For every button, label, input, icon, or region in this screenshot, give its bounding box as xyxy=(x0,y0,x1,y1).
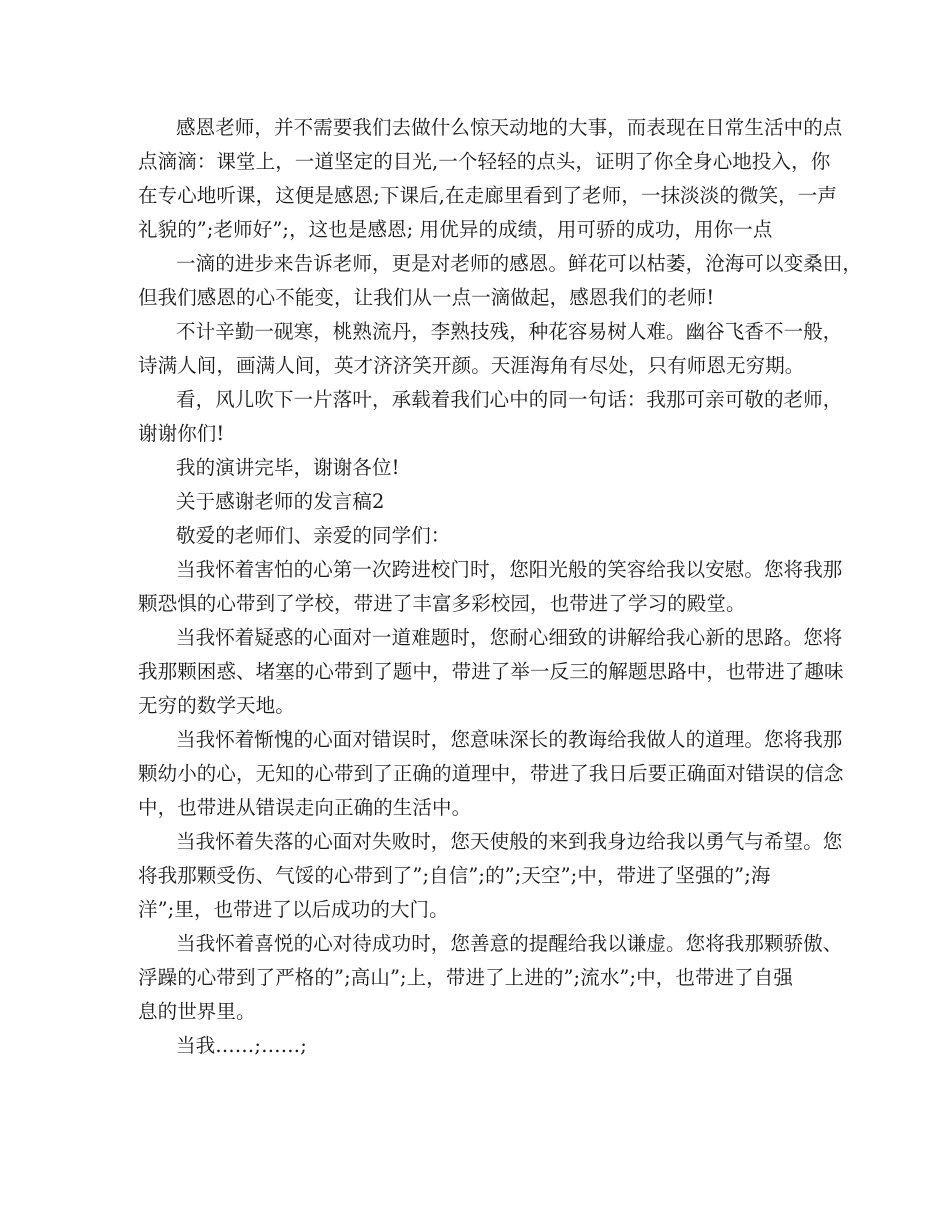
text-line: 当我怀着害怕的心第一次跨进校门时，您阳光般的笑容给我以安慰。您将我那 xyxy=(176,558,843,581)
text-line: 但我们感恩的心不能变，让我们从一点一滴做起，感恩我们的老师! xyxy=(138,286,715,309)
text-line: 不计辛勤一砚寒，桃熟流丹，李熟技残，种花容易树人难。幽谷飞香不一般， xyxy=(176,320,843,343)
text-line: 浮躁的心带到了严格的”;高山”;上，带进了上进的”;流水”;中，也带进了自强 xyxy=(138,966,793,989)
text-line: 当我怀着失落的心面对失败时，您天使般的来到我身边给我以勇气与希望。您 xyxy=(176,830,843,853)
text-line: 看，风儿吹下一片落叶，承载着我们心中的同一句话：我那可亲可敬的老师， xyxy=(176,388,843,411)
text-line: 当我……;……; xyxy=(176,1034,307,1057)
document-body xyxy=(138,111,863,1063)
text-line: 关于感谢老师的发言稿2 xyxy=(176,490,385,513)
text-line: 点滴滴：课堂上，一道坚定的目光,一个轻轻的点头，证明了你全身心地投入，你 xyxy=(138,150,831,173)
text-line: 谢谢你们! xyxy=(138,422,225,445)
text-line: 我的演讲完毕，谢谢各位! xyxy=(176,456,400,479)
text-line: 礼貌的”;老师好”;，这也是感恩; 用优异的成绩，用可骄的成功，用你一点 xyxy=(138,218,773,241)
text-line: 我那颗困惑、堵塞的心带到了题中，带进了举一反三的解题思路中，也带进了趣味 xyxy=(138,660,844,683)
text-line: 一滴的进步来告诉老师，更是对老师的感恩。鲜花可以枯萎，沧海可以变桑田， xyxy=(176,252,863,275)
text-line: 当我怀着疑惑的心面对一道难题时，您耐心细致的讲解给我心新的思路。您将 xyxy=(176,626,843,649)
text-line: 中，也带进从错误走向正确的生活中。 xyxy=(138,796,472,819)
text-line: 当我怀着惭愧的心面对错误时，您意味深长的教诲给我做人的道理。您将我那 xyxy=(176,728,843,751)
text-line: 息的世界里。 xyxy=(138,1000,256,1023)
text-line: 当我怀着喜悦的心对待成功时，您善意的提醒给我以谦虚。您将我那颗骄傲、 xyxy=(176,932,843,955)
text-line: 在专心地听课，这便是感恩;下课后,在走廊里看到了老师，一抹淡淡的微笑，一声 xyxy=(138,184,837,207)
text-line: 敬爱的老师们、亲爱的同学们： xyxy=(176,524,451,547)
text-line: 无穷的数学天地。 xyxy=(138,694,295,717)
text-line: 感恩老师，并不需要我们去做什么惊天动地的大事，而表现在日常生活中的点 xyxy=(176,116,843,139)
text-line: 将我那颗受伤、气馁的心带到了”;自信”;的”;天空”;中，带进了坚强的”;海 xyxy=(138,864,771,887)
text-line: 颗恐惧的心带到了学校，带进了丰富多彩校园，也带进了学习的殿堂。 xyxy=(138,592,746,615)
text-line: 诗满人间，画满人间，英才济济笑开颜。天涯海角有尽处，只有师恩无穷期。 xyxy=(138,354,805,377)
text-line: 颗幼小的心，无知的心带到了正确的道理中，带进了我日后要正确面对错误的信念 xyxy=(138,762,844,785)
text-line: 洋”;里，也带进了以后成功的大门。 xyxy=(138,898,449,921)
